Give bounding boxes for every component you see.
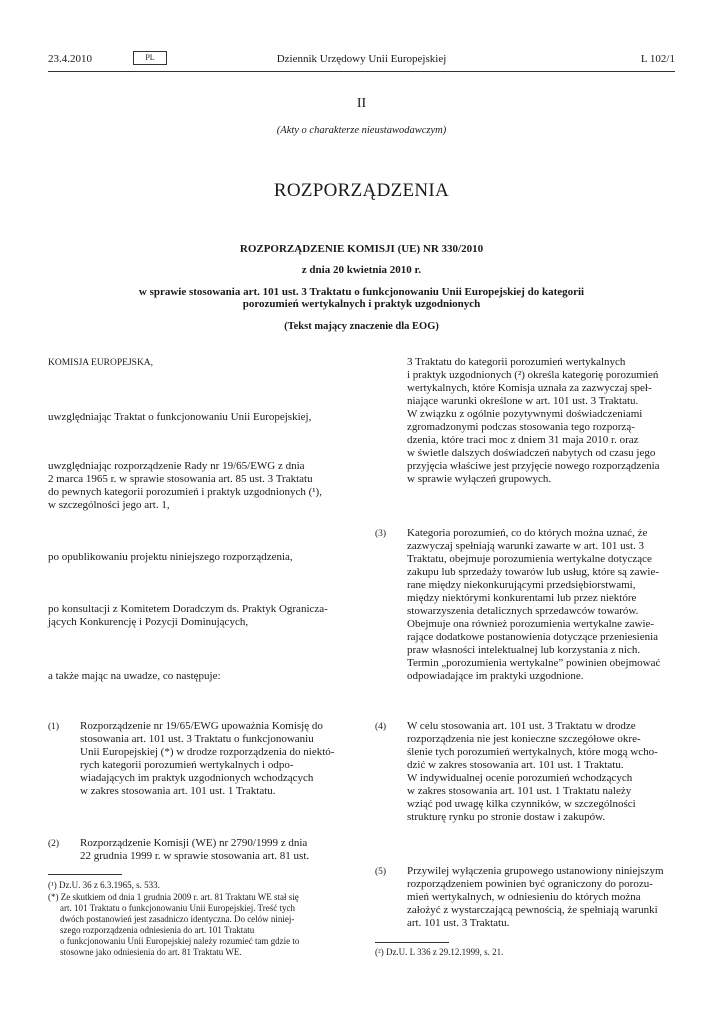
text-line: ślenie tych porozumień wertykalnych, które mogą wcho- [407,746,658,758]
text-line: w szczególności jego art. 1, [48,499,170,511]
text-line: 2 marca 1965 r. w sprawie stosowania art. 85 ust. 3 Traktatu [48,473,313,485]
eea-relevance: (Tekst mający znaczenie dla EOG) [284,321,439,332]
text-line: wertykalnych, które Komisja uznała za zazwyczaj speł- [407,382,652,394]
recital-after-consulting [48,603,345,629]
recital-3 [407,527,673,683]
text-line: zakupu lub sprzedaży towarów lub usług, które są zawie- [407,566,660,578]
text-line: rozporządzenia nie jest konieczne szczegółowe okre- [407,733,641,745]
recital-number: (1) [48,722,60,732]
footnote-line: (*) Ze skutkiem od dnia 1 grudnia 2009 r. art. 81 Traktatu WE stał się [48,892,299,902]
recital-number: (4) [375,722,387,732]
section-heading: ROZPORZĄDZENIA [273,180,450,201]
text-line: 3 Traktatu do kategorii porozumień wertykalnych [407,356,626,368]
header-divider [48,71,675,72]
text-line: rych kategorii porozumień wertykalnych i odpo- [80,759,294,771]
footnote-line: stosowne jako odniesienia do art. 81 Traktatu WE. [60,947,242,957]
text-line: Rozporządzenie Komisji (WE) nr 2790/1999 z dnia [80,837,308,849]
text-line: po konsultacji z Komitetem Doradczym ds. Praktyk Ogranicza- [48,603,328,615]
text-line: do pewnych kategorii porozumień i praktyk uzgodnionych (¹), [48,486,322,498]
footnote-line: o funkcjonowaniu Unii Europejskiej należy rozumieć tam gdzie to [60,936,300,946]
text-line: 22 grudnia 1999 r. w sprawie stosowania art. 81 ust. [80,850,310,862]
recital-having-regard-regulation [48,460,345,512]
recital-number: (5) [375,867,387,877]
text-line: przyjęcia właściwe jest przyjęcie nowego rozporządzenia [407,460,660,472]
text-line: stowarzyszenia detalicznych sprzedawców towarów. [407,605,639,617]
section-subtitle: (Akty o charakterze nieustawodawczym) [276,125,447,136]
text-line: dzić w zakres stosowania art. 101 ust. 1 Traktatu. [407,759,624,771]
regulation-subject-line-2: porozumień wertykalnych i praktyk uzgodnionych [242,298,481,310]
text-line: W związku z ogólnie pozytywnymi doświadczeniami [407,408,643,420]
recital-1 [80,720,345,798]
text-line: dzenia, które traci moc z dniem 31 maja 2010 r. oraz [407,434,639,446]
text-line: wiadających im praktyk uzgodnionych wchodzących [80,772,314,784]
text-line: Obejmuje ona również porozumienia wertykalne zawie- [407,618,655,630]
text-line: rające dodatkowe postanowienia dotyczące przeniesienia [407,631,659,643]
footnote-line: dwóch postanowień jest zasadniczo identyczna. Do celów niniej- [60,914,295,924]
recital-number: (3) [375,529,387,539]
recital-2 [80,837,345,863]
text-line: rane między niekonkurującymi przedsiębiorstwami, [407,579,636,591]
language-badge: PL [133,51,167,65]
text-line: W indywidualnej ocenie porozumień wchodzących [407,772,633,784]
footnote-line: art. 101 Traktatu o funkcjonowaniu Unii Europejskiej. Treść tych [60,903,295,913]
footnote-divider [375,942,449,943]
text-line: niające warunki określone w art. 101 ust. 3 Traktatu. [407,395,639,407]
text-line: Kategoria porozumień, co do których można uznać, że [407,527,648,539]
text-line: w zakres stosowania art. 101 ust. 1 Traktatu należy [407,785,632,797]
text-line: mień wertykalnych, w odniesieniu do których można [407,891,641,903]
recital-5 [407,865,673,930]
commission-label: KOMISJA EUROPEJSKA, [48,358,154,368]
text-line: art. 101 ust. 3 Traktatu. [407,917,510,929]
recital-4 [407,720,673,824]
text-line: i praktyk uzgodnionych (²) określa kategorię porozumień [407,369,659,381]
text-line: strukturę rynku po stronie dostaw i zakupów. [407,811,606,823]
text-line: Przywilej wyłączenia grupowego ustanowiony niniejszym [407,865,664,877]
recital-having-regard-treaty: uwzględniając Traktat o funkcjonowaniu Unii Europejskiej, [48,411,312,423]
text-line: w sprawie wyłączeń grupowych. [407,473,552,485]
regulation-subject-line-1: w sprawie stosowania art. 101 ust. 3 Traktatu o funkcjonowaniu Unii Europejskiej do kategorii [138,286,585,298]
regulation-title: ROZPORZĄDZENIE KOMISJI (UE) NR 330/2010 [239,243,484,255]
footnote-line: szego rozporządzenia odniesienia do art. 101 Traktatu [60,925,255,935]
text-line: zazwyczaj spełniają warunki zawarte w art. 101 ust. 3 [407,540,645,552]
recital-number: (2) [48,839,60,849]
recital-after-publication: po opublikowaniu projektu niniejszego rozporządzenia, [48,551,293,563]
footnote-divider [48,874,122,875]
text-line: odpowiadające im praktyki uzgodnione. [407,670,584,682]
header-date: 23.4.2010 [48,53,92,65]
text-line: Rozporządzenie nr 19/65/EWG upoważnia Komisję do [80,720,323,732]
text-line: w zakres stosowania art. 101 ust. 1 Traktatu. [80,785,276,797]
page-reference: L 102/1 [640,53,675,65]
footnote-1: (¹) Dz.U. 36 z 6.3.1965, s. 533. [48,880,160,890]
text-line: założyć z wystarczającą pewnością, że spełniają warunki [407,904,658,916]
section-numeral: II [356,96,367,111]
recital-whereas: a także mając na uwadze, co następuje: [48,670,221,682]
journal-title: Dziennik Urzędowy Unii Europejskiej [276,53,447,65]
text-line: wziąć pod uwagę kilka czynników, w szczególności [407,798,636,810]
text-line: rozporządzeniem powinien być ograniczony do porozu- [407,878,653,890]
text-line: Termin „porozumienia wertykalne” powinien obejmować [407,657,661,669]
text-line: W celu stosowania art. 101 ust. 3 Traktatu w drodze [407,720,636,732]
text-line: między niektórymi konkurentami lub przez niektóre [407,592,637,604]
regulation-date: z dnia 20 kwietnia 2010 r. [301,264,422,276]
recital-2-continued [407,356,673,486]
text-line: jących Konkurencję i Pozycji Dominujących, [48,616,249,628]
text-line: Traktatu, obejmuje porozumienia wertykalne dotyczące [407,553,652,565]
text-line: Unii Europejskiej (*) w drodze rozporządzenia do niektó- [80,746,335,758]
text-line: uwzględniając rozporządzenie Rady nr 19/65/EWG z dnia [48,460,305,472]
text-line: praw własności intelektualnej lub korzystania z nich. [407,644,641,656]
text-line: stosowania art. 101 ust. 3 Traktatu o funkcjonowaniu [80,733,314,745]
text-line: zgromadzonymi podczas stosowania tego rozporzą- [407,421,635,433]
footnote-asterisk [48,892,345,958]
footnote-2: (²) Dz.U. L 336 z 29.12.1999, s. 21. [375,947,504,957]
text-line: w świetle dalszych doświadczeń nabytych od czasu jego [407,447,656,459]
